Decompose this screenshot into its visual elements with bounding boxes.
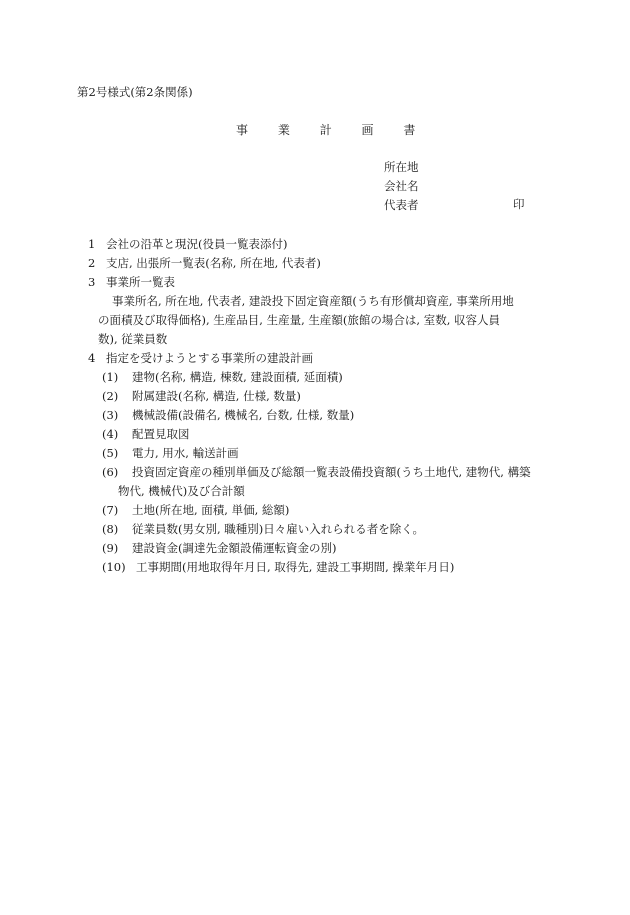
list-item xyxy=(88,236,568,255)
title-char: 計 xyxy=(319,123,332,137)
item-number: 4 xyxy=(88,351,96,365)
sub-item xyxy=(88,521,568,540)
sub-item xyxy=(88,426,568,445)
sub-item-number: (2) xyxy=(102,389,119,403)
sub-item-number: (1) xyxy=(102,370,119,384)
list-item xyxy=(88,255,568,274)
title-char: 業 xyxy=(277,123,290,137)
document-title xyxy=(236,122,415,139)
item-text: 会社の沿革と現況(役員一覧表添付) xyxy=(106,237,288,251)
item3-detail-line: 数), 従業員数 xyxy=(98,332,168,346)
list-item xyxy=(88,350,568,369)
address-label: 所在地 xyxy=(384,160,419,174)
sub-item-number: (3) xyxy=(102,408,119,422)
title-char: 画 xyxy=(361,123,374,137)
item3-detail-line: 事業所名, 所在地, 代表者, 建設投下固定資産額(うち有形償却資産, 事業所用地 xyxy=(112,294,514,308)
item-number: 3 xyxy=(88,275,96,289)
sub-item-number: (8) xyxy=(102,522,119,536)
sub-item-text: 建物(名称, 構造, 棟数, 建設面積, 延面積) xyxy=(132,370,343,384)
sub-item-number: (7) xyxy=(102,503,119,517)
sub-item-continuation xyxy=(88,483,568,502)
sub-item xyxy=(88,407,568,426)
sub-item-text: 電力, 用水, 輸送計画 xyxy=(132,446,239,460)
sub-item-text: 配置見取図 xyxy=(132,427,190,441)
sub-item-text: 従業員数(男女別, 職種別)日々雇い入れられる者を除く。 xyxy=(132,522,425,536)
sub-item-text: 附属建設(名称, 構造, 仕様, 数量) xyxy=(132,389,301,403)
title-char: 事 xyxy=(236,123,249,137)
sub-item-text: 物代, 機械代)及び合計額 xyxy=(118,484,245,498)
list-item xyxy=(88,274,568,293)
sub-item-text: 工事期間(用地取得年月日, 取得先, 建設工事期間, 操業年月日) xyxy=(136,560,455,574)
item-text: 指定を受けようとする事業所の建設計画 xyxy=(106,351,313,365)
sub-item-text: 機械設備(設備名, 機械名, 台数, 仕様, 数量) xyxy=(132,408,355,422)
item-text: 支店, 出張所一覧表(名称, 所在地, 代表者) xyxy=(106,256,321,270)
sub-item xyxy=(88,559,568,578)
sub-item-text: 投資固定資産の種別単価及び総額一覧表設備投資額(うち土地代, 建物代, 構築 xyxy=(132,465,531,479)
sub-item xyxy=(88,464,568,483)
document-body xyxy=(88,236,568,578)
sub-item-number: (4) xyxy=(102,427,119,441)
sub-item xyxy=(88,445,568,464)
item-number: 1 xyxy=(88,237,96,251)
title-char: 書 xyxy=(403,123,416,137)
sub-item-text: 建設資金(調達先金額設備運転資金の別) xyxy=(132,541,337,555)
sub-item-text: 土地(所在地, 面積, 単価, 総額) xyxy=(132,503,290,517)
sub-item xyxy=(88,540,568,559)
form-number: 第2号様式(第2条関係) xyxy=(77,85,193,99)
sub-item xyxy=(88,502,568,521)
item3-detail-line: の面積及び取得価格), 生産品目, 生産量, 生産額(旅館の場合は, 室数, 収容人員 xyxy=(98,313,501,327)
seal-mark: 印 xyxy=(513,197,525,211)
sub-item xyxy=(88,369,568,388)
company-label: 会社名 xyxy=(384,179,419,193)
representative-label: 代表者 xyxy=(384,198,419,212)
sub-item xyxy=(88,388,568,407)
sub-item-number: (6) xyxy=(102,465,119,479)
sub-item-number: (5) xyxy=(102,446,119,460)
item-number: 2 xyxy=(88,256,96,270)
sub-item-number: (9) xyxy=(102,541,119,555)
sub-item-number: (10) xyxy=(102,560,126,574)
item-text: 事業所一覧表 xyxy=(106,275,175,289)
